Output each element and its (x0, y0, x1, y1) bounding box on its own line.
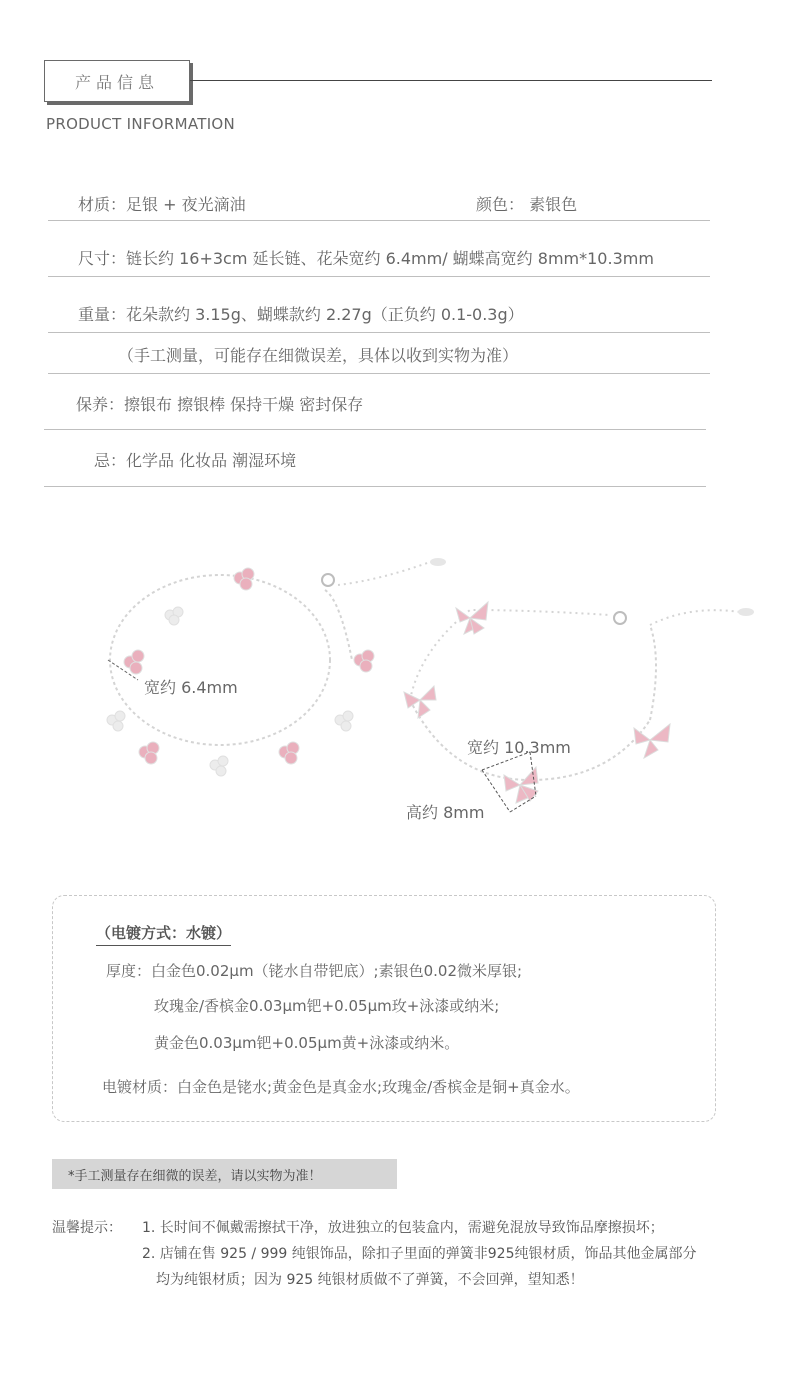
divider (44, 486, 706, 487)
divider (48, 332, 710, 333)
section-title-cn: 产品信息 (74, 72, 159, 92)
tips-item-1: 1. 长时间不佩戴需擦拭干净，放进独立的包装盒内，需避免混放导致饰品摩擦损坏； (142, 1220, 664, 1236)
spec-size: 尺寸：链长约 16+3cm 延长链、花朵宽约 6.4mm/ 蝴蝶高宽约 8mm*10.3mm (78, 249, 654, 268)
section-title-box (44, 60, 190, 102)
butterfly-charm (404, 602, 670, 803)
plating-thickness-2: 玫瑰金/香槟金0.03μm钯+0.05μm玫+泳漆或纳米; (154, 997, 500, 1015)
tips-item-2a: 2. 店铺在售 925 / 999 纯银饰品，除扣子里面的弹簧非925纯银材质，饰品其他金属部分 (142, 1246, 697, 1262)
divider (48, 220, 710, 221)
section-title-en: PRODUCT INFORMATION (46, 115, 236, 133)
flower-bracelet (107, 558, 446, 776)
plating-thickness-1: 厚度：白金色0.02μm（铑水自带钯底）;素银色0.02微米厚银; (106, 962, 523, 980)
spec-material: 材质：足银 + 夜光滴油 (78, 195, 246, 214)
divider (44, 429, 706, 430)
divider (48, 373, 710, 374)
spec-weight-note: （手工测量，可能存在细微误差，具体以收到实物为准） (118, 346, 519, 365)
plating-title: （电镀方式：水镀） (96, 922, 231, 946)
title-divider (190, 80, 712, 81)
measurement-notice (52, 1159, 397, 1189)
tips-item-2b: 均为纯银材质；因为 925 纯银材质做不了弹簧，不会回弹，望知悉！ (156, 1272, 584, 1288)
measurement-notice-text: *手工测量存在细微的误差，请以实物为准！ (68, 1168, 322, 1184)
spec-care: 保养：擦银布 擦银棒 保持干燥 密封保存 (76, 395, 364, 414)
spec-avoid: 忌：化学品 化妆品 潮湿环境 (94, 451, 297, 470)
label-flower-width: 宽约 6.4mm (144, 678, 238, 697)
spec-color: 颜色： 素银色 (476, 195, 578, 214)
butterfly-bracelet (404, 602, 754, 812)
tips-label: 温馨提示： (52, 1220, 122, 1236)
plating-material: 电镀材质：白金色是铑水;黄金色是真金水;玫瑰金/香槟金是铜+真金水。 (102, 1078, 580, 1096)
spec-weight: 重量：花朵款约 3.15g、蝴蝶款约 2.27g（正负约 0.1-0.3g） (78, 305, 524, 324)
label-butterfly-height: 高约 8mm (406, 803, 485, 822)
plating-thickness-3: 黄金色0.03μm钯+0.05μm黄+泳漆或纳米。 (154, 1034, 460, 1052)
divider (48, 276, 710, 277)
label-butterfly-width: 宽约 10.3mm (467, 738, 571, 757)
